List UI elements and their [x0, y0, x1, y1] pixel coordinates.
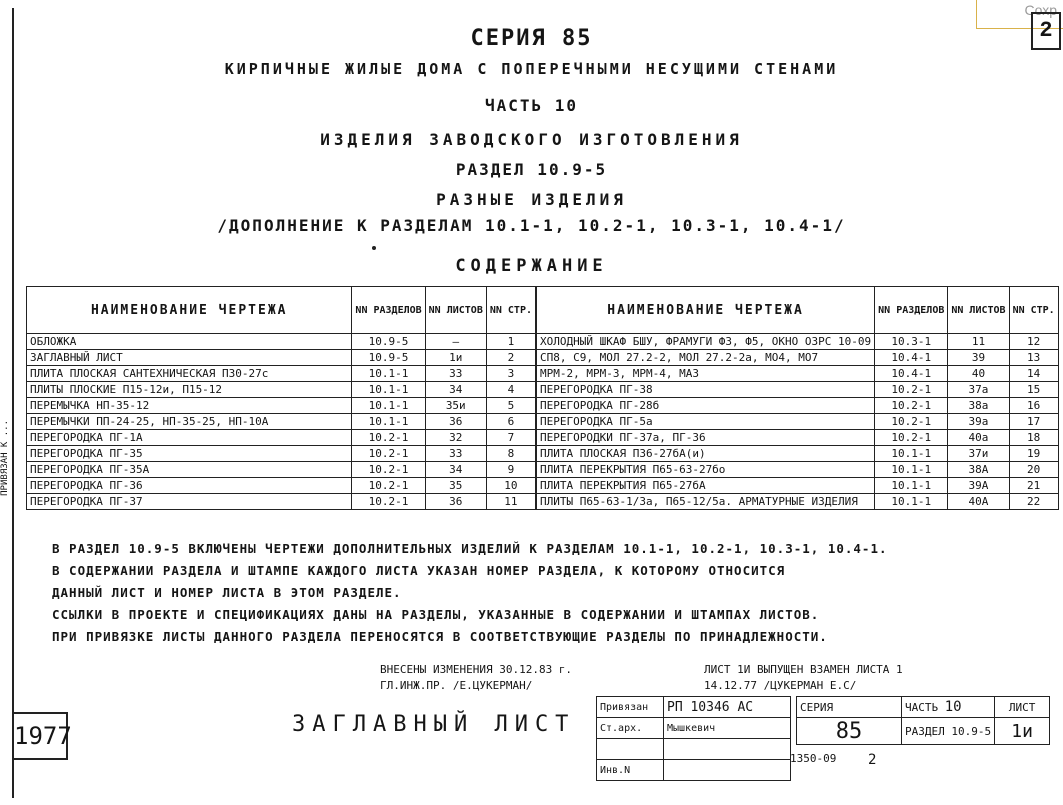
- supplement-title: /ДОПОЛНЕНИЕ К РАЗДЕЛАМ 10.1-1, 10.2-1, 10.3-1, 10.4-1/: [217, 216, 846, 235]
- row-sheet: 36: [425, 494, 486, 510]
- table-row: [537, 494, 1059, 510]
- row-page: 2: [486, 350, 535, 366]
- table-row: [537, 366, 1059, 382]
- row-name: ПЕРЕГОРОДКА ПГ-35: [27, 446, 352, 462]
- save-button[interactable]: Сохр: [1024, 2, 1057, 18]
- contents-title: СОДЕРЖАНИЕ: [455, 256, 608, 276]
- row-name: ПЕРЕГОРОДКИ ПГ-37а, ПГ-36: [537, 430, 875, 446]
- row-name: МРМ-2, МРМ-3, МРМ-4, МА3: [537, 366, 875, 382]
- row-section: 10.1-1: [875, 478, 948, 494]
- row-sheet: 35и: [425, 398, 486, 414]
- changes-line: 14.12.77 /ЦУКЕРМАН Е.С/: [704, 679, 857, 692]
- row-section: 10.1-1: [352, 398, 425, 414]
- row-name: ПЕРЕГОРОДКА ПГ-1А: [27, 430, 352, 446]
- row-name: ПЕРЕГОРОДКА ПГ-37: [27, 494, 352, 510]
- stamp-code: 1350-09: [790, 752, 837, 765]
- col-page-header: NN СТР.: [1009, 287, 1058, 334]
- section-title: РАЗДЕЛ 10.9-5: [455, 160, 608, 179]
- side-margin-text: ПРИВЯЗАН К ...: [0, 420, 10, 496]
- series-subtitle: КИРПИЧНЫЕ ЖИЛЫЕ ДОМА С ПОПЕРЕЧНЫМИ НЕСУЩИМИ СТЕНАМИ: [224, 60, 839, 78]
- stamp-bound-value: РП 10346 АС: [664, 697, 791, 718]
- row-sheet: 39а: [948, 414, 1009, 430]
- table-row: [537, 350, 1059, 366]
- row-name: ПЕРЕГОРОДКА ПГ-36: [27, 478, 352, 494]
- changes-line: ЛИСТ 1И ВЫПУЩЕН ВЗАМЕН ЛИСТА 1: [704, 663, 903, 676]
- stamp-sheet-label: ЛИСТ: [995, 697, 1050, 718]
- row-sheet: 40а: [948, 430, 1009, 446]
- row-section: 10.1-1: [875, 462, 948, 478]
- row-name: ЗАГЛАВНЫЙ ЛИСТ: [27, 350, 352, 366]
- row-name: ПЕРЕГОРОДКА ПГ-5а: [537, 414, 875, 430]
- row-section: 10.3-1: [875, 334, 948, 350]
- row-name: ПЕРЕГОРОДКА ПГ-35А: [27, 462, 352, 478]
- products-title: ИЗДЕЛИЯ ЗАВОДСКОГО ИЗГОТОВЛЕНИЯ: [320, 130, 743, 149]
- row-page: 22: [1009, 494, 1058, 510]
- table-row: [27, 382, 536, 398]
- row-sheet: 37и: [948, 446, 1009, 462]
- part-title: ЧАСТЬ 10: [484, 96, 579, 115]
- row-section: 10.2-1: [875, 414, 948, 430]
- row-page: 16: [1009, 398, 1058, 414]
- row-name: ПЕРЕГОРОДКА ПГ-28б: [537, 398, 875, 414]
- row-page: 17: [1009, 414, 1058, 430]
- table-row: [537, 430, 1059, 446]
- row-name: ПЛИТА ПЕРЕКРЫТИЯ П65-63-27бо: [537, 462, 875, 478]
- row-sheet: 39: [948, 350, 1009, 366]
- row-sheet: 34: [425, 462, 486, 478]
- table-row: [27, 334, 536, 350]
- table-header-row: [27, 287, 536, 334]
- table-row: [27, 414, 536, 430]
- stamp-empty-cell: [664, 760, 791, 781]
- table-row: [537, 462, 1059, 478]
- changes-right: [704, 662, 903, 694]
- row-name: ПЕРЕГОРОДКА ПГ-38: [537, 382, 875, 398]
- stamp-section-value: 10.9-5: [951, 724, 992, 738]
- table-row: [27, 350, 536, 366]
- sheet-title: ЗАГЛАВНЫЙ ЛИСТ: [292, 712, 576, 737]
- row-sheet: 40А: [948, 494, 1009, 510]
- row-page: 7: [486, 430, 535, 446]
- row-page: 4: [486, 382, 535, 398]
- row-page: 15: [1009, 382, 1058, 398]
- row-page: 14: [1009, 366, 1058, 382]
- sheet-number: 2: [1031, 12, 1061, 50]
- table-row: [537, 382, 1059, 398]
- row-section: 10.4-1: [875, 350, 948, 366]
- col-name-header: НАИМЕНОВАНИЕ ЧЕРТЕЖА: [27, 287, 352, 334]
- row-page: 21: [1009, 478, 1058, 494]
- col-section-header: NN РАЗДЕЛОВ: [352, 287, 425, 334]
- note-line: ПРИ ПРИВЯЗКЕ ЛИСТЫ ДАННОГО РАЗДЕЛА ПЕРЕНОСЯТСЯ В СООТВЕТСТВУЮЩИЕ РАЗДЕЛЫ ПО ПРИНАДЛЕЖНОСТИ.: [52, 629, 828, 644]
- row-name: ПЛИТА ПЕРЕКРЫТИЯ П65-27бА: [537, 478, 875, 494]
- notes-block: [52, 538, 888, 648]
- table-row: [27, 494, 536, 510]
- note-line: ССЫЛКИ В ПРОЕКТЕ И СПЕЦИФИКАЦИЯХ ДАНЫ НА РАЗДЕЛЫ, УКАЗАННЫЕ В СОДЕРЖАНИИ И ШТАМПАХ ЛИСТОВ.: [52, 607, 820, 622]
- bullet-dot: [372, 246, 376, 250]
- col-page-header: NN СТР.: [486, 287, 535, 334]
- stamp-bound-label: Привязан: [597, 697, 664, 718]
- row-sheet: 35: [425, 478, 486, 494]
- row-name: ПЛИТА ПЛОСКАЯ САНТЕХНИЧЕСКАЯ П30-27с: [27, 366, 352, 382]
- table-header-row: [537, 287, 1059, 334]
- row-section: 10.2-1: [352, 446, 425, 462]
- changes-line: ВНЕСЕНЫ ИЗМЕНЕНИЯ 30.12.83 г.: [380, 663, 573, 676]
- row-page: 6: [486, 414, 535, 430]
- table-row: [27, 462, 536, 478]
- row-section: 10.1-1: [875, 494, 948, 510]
- note-line: В СОДЕРЖАНИИ РАЗДЕЛА И ШТАМПЕ КАЖДОГО ЛИСТА УКАЗАН НОМЕР РАЗДЕЛА, К КОТОРОМУ ОТНОСИТСЯ: [52, 563, 786, 578]
- col-name-header: НАИМЕНОВАНИЕ ЧЕРТЕЖА: [537, 287, 875, 334]
- row-name: ОБЛОЖКА: [27, 334, 352, 350]
- row-sheet: 38а: [948, 398, 1009, 414]
- row-section: 10.2-1: [875, 398, 948, 414]
- stamp-right: [796, 696, 1050, 745]
- row-section: 10.2-1: [875, 430, 948, 446]
- row-sheet: 36: [425, 414, 486, 430]
- row-sheet: 40: [948, 366, 1009, 382]
- row-sheet: 33: [425, 446, 486, 462]
- stamp-part-value: 10: [944, 698, 962, 715]
- changes-line: ГЛ.ИНЖ.ПР. /Е.ЦУКЕРМАН/: [380, 679, 533, 692]
- stamp-section-label: РАЗДЕЛ: [905, 724, 945, 738]
- row-page: 20: [1009, 462, 1058, 478]
- row-section: 10.1-1: [352, 366, 425, 382]
- table-row: [27, 430, 536, 446]
- table-row: [27, 398, 536, 414]
- row-page: 19: [1009, 446, 1058, 462]
- row-page: 1: [486, 334, 535, 350]
- row-section: 10.1-1: [352, 414, 425, 430]
- note-line: ДАННЫЙ ЛИСТ И НОМЕР ЛИСТА В ЭТОМ РАЗДЕЛЕ.: [52, 585, 402, 600]
- row-sheet: 39А: [948, 478, 1009, 494]
- row-name: ПЛИТЫ П65-63-1/3а, П65-12/5а. АРМАТУРНЫЕ ИЗДЕЛИЯ: [537, 494, 875, 510]
- table-row: [27, 366, 536, 382]
- row-sheet: 38А: [948, 462, 1009, 478]
- col-sheets-header: NN ЛИСТОВ: [948, 287, 1009, 334]
- row-name: СП8, С9, МОЛ 27.2-2, МОЛ 27.2-2а, МО4, МО7: [537, 350, 875, 366]
- row-page: 5: [486, 398, 535, 414]
- row-page: 9: [486, 462, 535, 478]
- table-row: [537, 414, 1059, 430]
- stamp-arch-label: Ст.арх.: [597, 718, 664, 739]
- row-section: 10.9-5: [352, 350, 425, 366]
- table-row: [537, 398, 1059, 414]
- stamp-part-label-cell: [902, 697, 995, 718]
- changes-left: [380, 662, 572, 694]
- row-section: 10.1-1: [875, 446, 948, 462]
- row-page: 3: [486, 366, 535, 382]
- table-row: [27, 446, 536, 462]
- row-sheet: 32: [425, 430, 486, 446]
- row-page: 13: [1009, 350, 1058, 366]
- stamp-inv-label: Инв.N: [597, 760, 664, 781]
- stamp-arch-value: Мышкевич: [664, 718, 791, 739]
- table-row: [537, 334, 1059, 350]
- row-page: 12: [1009, 334, 1058, 350]
- row-section: 10.1-1: [352, 382, 425, 398]
- series-title: СЕРИЯ 85: [470, 26, 593, 51]
- contents-table-left: [26, 286, 536, 510]
- year-box: 1977: [14, 712, 68, 760]
- row-name: ПЛИТА ПЛОСКАЯ П36-27бА(и): [537, 446, 875, 462]
- col-section-header: NN РАЗДЕЛОВ: [875, 287, 948, 334]
- row-name: ПЛИТЫ ПЛОСКИЕ П15-12и, П15-12: [27, 382, 352, 398]
- table-row: [537, 478, 1059, 494]
- misc-title: РАЗНЫЕ ИЗДЕЛИЯ: [436, 190, 627, 209]
- row-sheet: 11: [948, 334, 1009, 350]
- row-sheet: 1и: [425, 350, 486, 366]
- row-section: 10.2-1: [352, 430, 425, 446]
- row-sheet: —: [425, 334, 486, 350]
- table-row: [537, 446, 1059, 462]
- row-section: 10.4-1: [875, 366, 948, 382]
- row-name: ПЕРЕМЫЧКИ ПП-24-25, НП-35-25, НП-10А: [27, 414, 352, 430]
- row-section: 10.9-5: [352, 334, 425, 350]
- stamp-empty-cell: [664, 739, 791, 760]
- stamp-sheet-value: 1и: [995, 718, 1050, 745]
- stamp-part-label: ЧАСТЬ: [905, 700, 939, 714]
- row-name: ХОЛОДНЫЙ ШКАФ БШУ, ФРАМУГИ Ф3, Ф5, ОКНО ОЗРС 10-09: [537, 334, 875, 350]
- row-sheet: 37а: [948, 382, 1009, 398]
- stamp-series-value: 85: [797, 718, 902, 745]
- row-sheet: 33: [425, 366, 486, 382]
- stamp-series-label: СЕРИЯ: [797, 697, 902, 718]
- contents-table-right: [536, 286, 1059, 510]
- row-section: 10.2-1: [875, 382, 948, 398]
- stamp-empty-cell: [597, 739, 664, 760]
- stamp-code-num: 2: [868, 752, 877, 768]
- stamp-section-cell: [902, 718, 995, 745]
- row-sheet: 34: [425, 382, 486, 398]
- stamp-left: [596, 696, 791, 781]
- row-page: 18: [1009, 430, 1058, 446]
- col-sheets-header: NN ЛИСТОВ: [425, 287, 486, 334]
- row-section: 10.2-1: [352, 462, 425, 478]
- row-section: 10.2-1: [352, 478, 425, 494]
- row-section: 10.2-1: [352, 494, 425, 510]
- row-page: 8: [486, 446, 535, 462]
- row-page: 10: [486, 478, 535, 494]
- row-name: ПЕРЕМЫЧКА НП-35-12: [27, 398, 352, 414]
- table-row: [27, 478, 536, 494]
- row-page: 11: [486, 494, 535, 510]
- note-line: В РАЗДЕЛ 10.9-5 ВКЛЮЧЕНЫ ЧЕРТЕЖИ ДОПОЛНИТЕЛЬНЫХ ИЗДЕЛИЙ К РАЗДЕЛАМ 10.1-1, 10.2-1, 10.3-1, 10.4-1.: [52, 541, 888, 556]
